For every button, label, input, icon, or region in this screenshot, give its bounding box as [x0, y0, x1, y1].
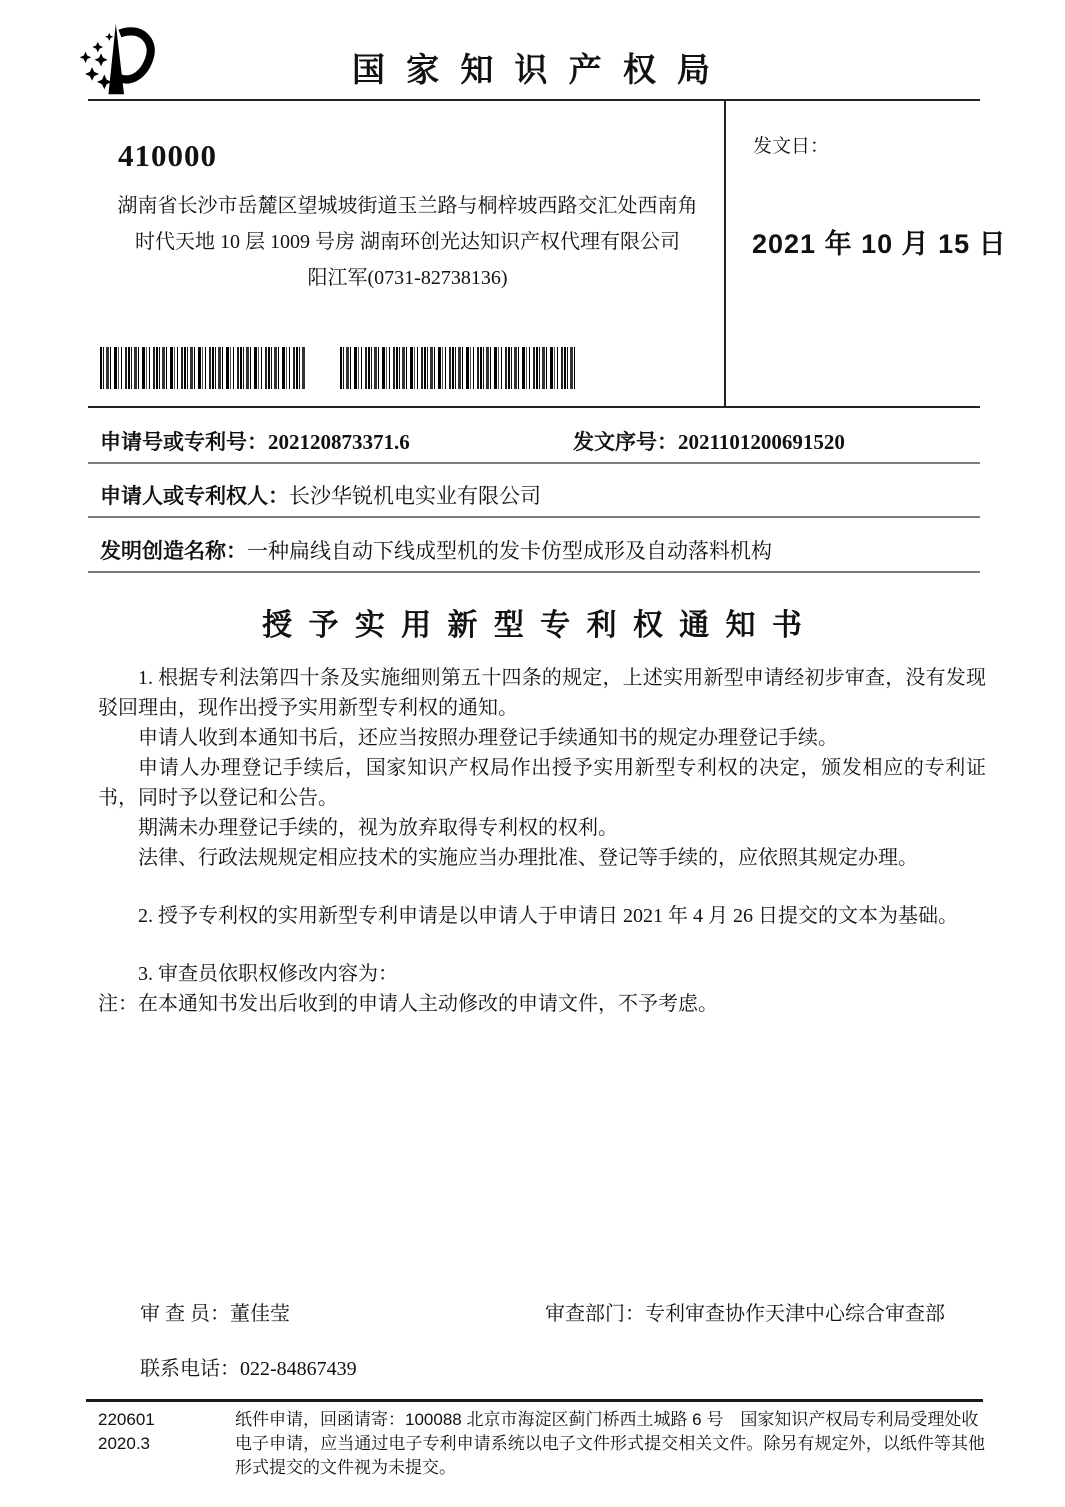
contact-phone-value: 022-84867439 [240, 1358, 357, 1380]
recipient-address [100, 188, 715, 296]
examiner-name: 董佳莹 [230, 1303, 290, 1325]
address-box-bottom-rule [88, 406, 980, 408]
address-line-3: 阳江军(0731-82738136) [307, 267, 508, 289]
agency-title: 国 家 知 识 产 权 局 [351, 51, 716, 88]
serial-number-value: 2021101200691520 [678, 430, 845, 454]
barcode-application-number [100, 347, 306, 389]
postcode: 410000 [118, 138, 217, 173]
application-number-field [100, 426, 410, 456]
invention-title-value: 一种扁线自动下线成型机的发卡仿型成形及自动落料机构 [247, 539, 772, 563]
address-line-1: 湖南省长沙市岳麓区望城坡街道玉兰路与桐梓坡西路交汇处西南角 [117, 195, 698, 217]
date-box-divider [724, 100, 726, 407]
notice-paragraph: 期满未办理登记手续的，视为放弃取得专利权的权利。 [138, 817, 618, 839]
form-code: 220601 [98, 1410, 155, 1429]
notice-paragraph: 注：在本通知书发出后收到的申请人主动修改的申请文件，不予考虑。 [98, 993, 718, 1015]
paper-filing-instruction: 纸件申请，回函请寄：100088 北京市海淀区蓟门桥西土城路 6 号 国家知识产权局专利局受理处收 [235, 1410, 979, 1429]
contact-phone-label: 联系电话： [140, 1358, 240, 1380]
notice-title: 授 予 实 用 新 型 专 利 权 通 知 书 [262, 609, 806, 642]
row-separator [88, 516, 980, 518]
application-number-label: 申请号或专利号： [100, 430, 268, 454]
notice-paragraph: 法律、行政法规规定相应技术的实施应当办理批准、登记等手续的，应依照其规定办理。 [138, 847, 918, 869]
contact-phone-field [140, 1352, 357, 1381]
examiner-label: 审 查 员： [140, 1303, 230, 1325]
row-separator [88, 462, 980, 464]
invention-title-label: 发明创造名称： [100, 539, 247, 563]
department-name: 专利审查协作天津中心综合审查部 [645, 1303, 945, 1325]
notice-paragraph: 1. 根据专利法第四十条及实施细则第五十四条的规定，上述实用新型申请经初步审查，没有发现驳回理由，现作出授予实用新型专利权的通知。 [98, 667, 986, 719]
serial-number-field [573, 426, 845, 456]
applicant-value: 长沙华锐机电实业有限公司 [289, 484, 541, 508]
issue-date-value: 2021 年 10 月 15 日 [752, 229, 1007, 259]
applicant-field [100, 480, 541, 510]
footer-instructions [235, 1408, 985, 1480]
applicant-label: 申请人或专利权人： [100, 484, 289, 508]
notice-paragraph: 3. 审查员依职权修改内容为： [138, 963, 398, 985]
notice-paragraph: 申请人收到本通知书后，还应当按照办理登记手续通知书的规定办理登记手续。 [138, 727, 838, 749]
examiner-field [140, 1297, 290, 1326]
issue-date-label: 发文日： [753, 136, 830, 157]
barcode-serial-number [340, 347, 578, 389]
address-line-2: 时代天地 10 层 1009 号房 湖南环创光达知识产权代理有限公司 [135, 231, 680, 253]
notice-paragraph: 申请人办理登记手续后，国家知识产权局作出授予实用新型专利权的决定，颁发相应的专利证书，同时予以登记和公告。 [98, 757, 986, 809]
header-rule [88, 99, 980, 101]
footer-rule [86, 1399, 983, 1402]
form-codes [98, 1408, 155, 1456]
efiling-instruction: 电子申请，应当通过电子专利申请系统以电子文件形式提交相关文件。除另有规定外，以纸件等其他形式提交的文件视为未提交。 [235, 1434, 985, 1477]
department-label: 审查部门： [545, 1303, 645, 1325]
notice-paragraph: 2. 授予专利权的实用新型专利申请是以申请人于申请日 2021 年 4 月 26 日提交的文本为基础。 [138, 905, 958, 927]
form-version: 2020.3 [98, 1434, 150, 1453]
serial-number-label: 发文序号： [573, 430, 678, 454]
invention-title-field [100, 535, 772, 565]
department-field [545, 1297, 945, 1326]
application-number-value: 202120873371.6 [268, 430, 410, 454]
notice-body [98, 663, 986, 1019]
row-separator [88, 571, 980, 573]
